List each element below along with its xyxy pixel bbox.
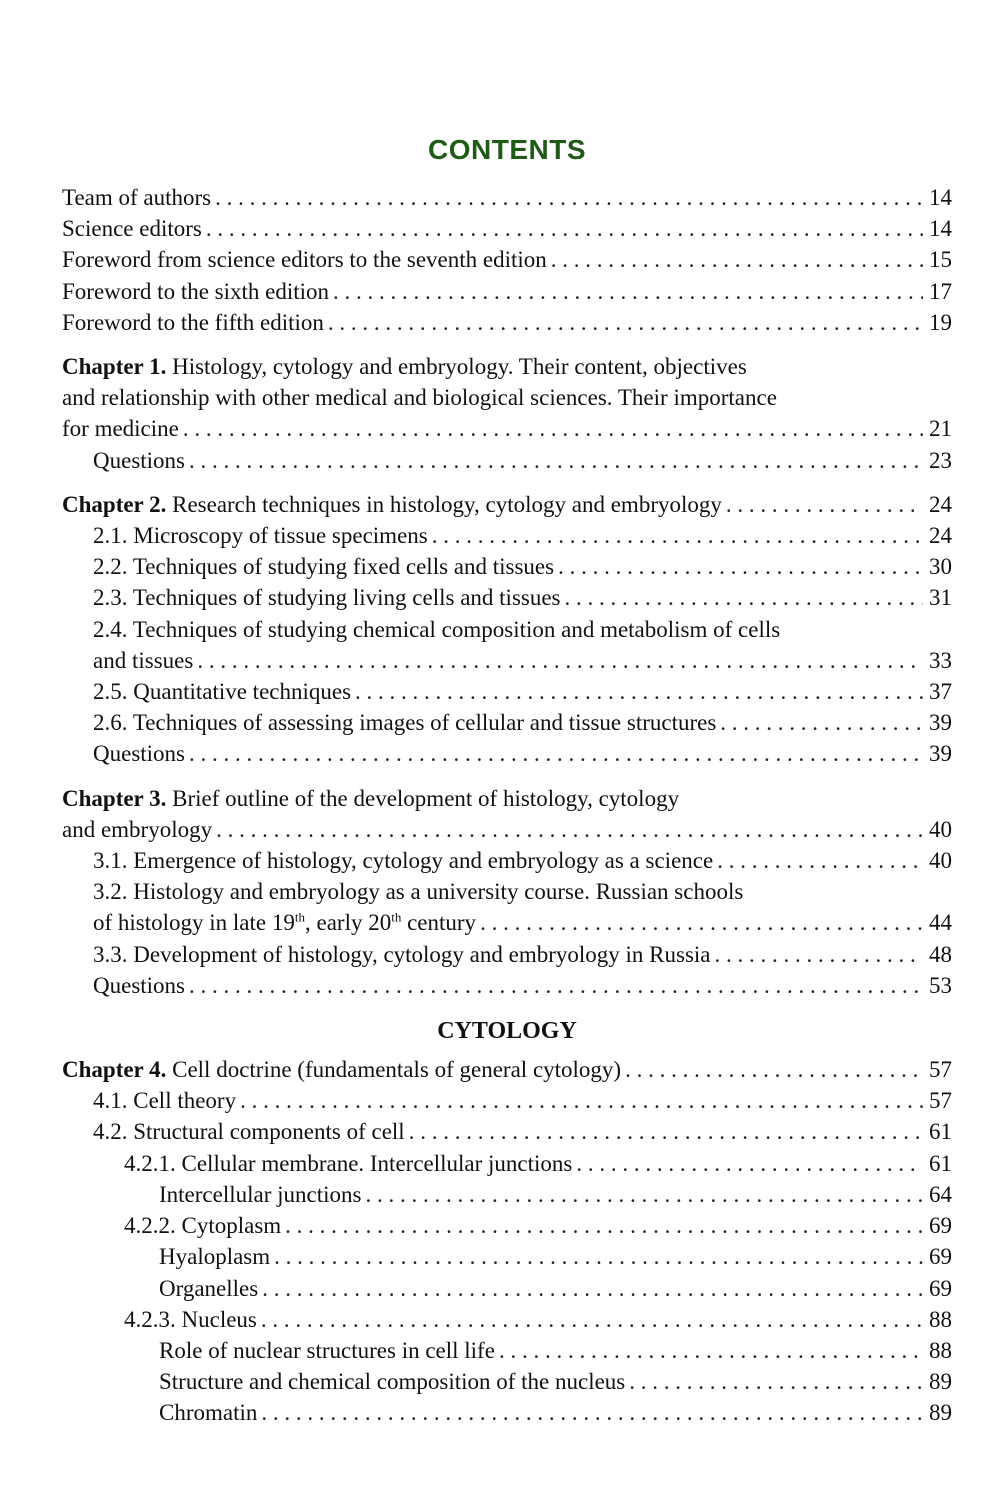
dot-leader bbox=[274, 1241, 923, 1272]
dot-leader bbox=[189, 738, 923, 769]
toc-page-number: 88 bbox=[929, 1337, 952, 1363]
toc-entry[interactable] bbox=[62, 1210, 952, 1241]
toc-label bbox=[62, 489, 722, 520]
toc-page-number: 69 bbox=[929, 1275, 952, 1301]
toc-entry[interactable] bbox=[62, 738, 952, 769]
toc-label: 4.2.1. Cellular membrane. Intercellular junctions bbox=[124, 1150, 573, 1176]
dot-leader bbox=[480, 907, 923, 938]
chapter-title-line: and relationship with other medical and biological sciences. Their importance bbox=[62, 385, 777, 411]
toc-label: Organelles bbox=[159, 1275, 259, 1301]
toc-label: Hyaloplasm bbox=[159, 1244, 271, 1270]
dot-leader bbox=[558, 551, 923, 582]
toc-entry[interactable] bbox=[62, 1179, 952, 1210]
toc-label: Foreword to the sixth edition bbox=[62, 278, 330, 304]
dot-leader bbox=[197, 645, 923, 676]
toc-page-number: 89 bbox=[929, 1369, 952, 1395]
chapter-heading[interactable] bbox=[62, 1054, 952, 1085]
chapter-heading[interactable] bbox=[62, 489, 952, 520]
dot-leader bbox=[285, 1210, 923, 1241]
toc-page-number: 17 bbox=[929, 278, 952, 304]
toc-page-number: 31 bbox=[929, 585, 952, 611]
dot-leader bbox=[726, 489, 923, 520]
toc-page-number: 69 bbox=[929, 1244, 952, 1270]
toc-page-number: 37 bbox=[929, 679, 952, 705]
toc-label: 3.1. Emergence of histology, cytology and embryology as a science bbox=[93, 848, 714, 874]
toc-page-number: 24 bbox=[929, 491, 952, 517]
toc-label: 2.6. Techniques of assessing images of cellular and tissue structures bbox=[93, 710, 717, 736]
toc-entry[interactable] bbox=[62, 1366, 952, 1397]
dot-leader bbox=[261, 1304, 923, 1335]
dot-leader bbox=[551, 244, 923, 275]
toc-label-line[interactable]: 2.4. Techniques of studying chemical composition and metabolism of cells bbox=[93, 616, 781, 642]
superscript: th bbox=[391, 909, 402, 925]
toc-label: 2.1. Microscopy of tissue specimens bbox=[93, 523, 428, 549]
dot-leader bbox=[365, 1179, 923, 1210]
toc-page-number: 39 bbox=[929, 741, 952, 767]
front-matter bbox=[62, 182, 952, 338]
toc-entry[interactable] bbox=[62, 1085, 952, 1116]
section-title: CYTOLOGY bbox=[437, 1018, 577, 1045]
chapter-title-line: Brief outline of the development of histology, cytology bbox=[172, 785, 680, 811]
chapter-title: Research techniques in histology, cytology and embryology bbox=[172, 491, 722, 517]
toc-label: for medicine bbox=[62, 416, 179, 442]
toc-label-part: , early 20 bbox=[305, 910, 392, 936]
toc-label: 4.2.3. Nucleus bbox=[124, 1306, 257, 1332]
chapter-3 bbox=[62, 783, 952, 1001]
toc-label: and tissues bbox=[93, 647, 194, 673]
dot-leader bbox=[717, 845, 923, 876]
toc-label: Foreword to the fifth edition bbox=[62, 309, 324, 335]
chapter-heading[interactable] bbox=[62, 783, 952, 814]
toc-entry[interactable] bbox=[62, 676, 952, 707]
page-title: CONTENTS bbox=[428, 134, 586, 165]
toc-page-number: 14 bbox=[929, 185, 952, 210]
toc-label: Science editors bbox=[62, 216, 202, 242]
toc-page-number: 61 bbox=[929, 1119, 952, 1145]
toc-entry[interactable] bbox=[62, 1148, 952, 1179]
toc-label: 4.1. Cell theory bbox=[93, 1088, 237, 1114]
chapter-number: Chapter 1. bbox=[62, 354, 167, 380]
dot-leader bbox=[333, 276, 923, 307]
toc-page-number: 19 bbox=[929, 309, 952, 335]
dot-leader bbox=[720, 707, 923, 738]
toc-label: Questions bbox=[93, 447, 185, 473]
toc-entry[interactable] bbox=[62, 1273, 952, 1304]
dot-leader bbox=[183, 413, 923, 444]
toc-page-number: 14 bbox=[929, 216, 952, 242]
chapter-number: Chapter 4. bbox=[62, 1057, 167, 1083]
toc-page-number: 21 bbox=[929, 416, 952, 442]
toc-entry[interactable] bbox=[62, 1116, 952, 1147]
chapter-title-line: Histology, cytology and embryology. Their content, objectives bbox=[172, 354, 747, 380]
toc-label: Questions bbox=[93, 741, 185, 767]
toc-entry[interactable] bbox=[62, 939, 952, 970]
toc-page-number: 30 bbox=[929, 554, 952, 580]
toc-page-number: 48 bbox=[929, 941, 952, 967]
toc-label: 4.2. Structural components of cell bbox=[93, 1119, 405, 1145]
toc-entry[interactable] bbox=[62, 707, 952, 738]
toc-page-number: 24 bbox=[929, 523, 952, 549]
chapter-number: Chapter 3. bbox=[62, 785, 167, 811]
toc-entry[interactable] bbox=[62, 814, 952, 845]
dot-leader bbox=[499, 1335, 923, 1366]
toc-entry[interactable] bbox=[62, 907, 952, 938]
dot-leader bbox=[629, 1366, 923, 1397]
toc-entry[interactable] bbox=[62, 551, 952, 582]
dot-leader bbox=[409, 1116, 923, 1147]
dot-leader bbox=[432, 520, 923, 551]
toc-entry[interactable] bbox=[62, 413, 952, 444]
chapter-title: Cell doctrine (fundamentals of general cytology) bbox=[172, 1057, 622, 1083]
toc-label: Intercellular junctions bbox=[159, 1181, 362, 1207]
toc-entry[interactable] bbox=[62, 645, 952, 676]
chapter-4 bbox=[62, 1054, 952, 1428]
toc-label: 3.3. Development of histology, cytology and embryology in Russia bbox=[93, 941, 711, 967]
toc-label-part: century bbox=[401, 910, 477, 936]
dot-leader bbox=[240, 1085, 923, 1116]
dot-leader bbox=[355, 676, 923, 707]
toc-page-number: 57 bbox=[929, 1088, 952, 1114]
toc-label: 2.3. Techniques of studying living cells and tissues bbox=[93, 585, 561, 611]
toc-entry[interactable] bbox=[62, 244, 952, 275]
dot-leader bbox=[715, 939, 923, 970]
toc-page-number: 23 bbox=[929, 447, 952, 473]
toc-page-number: 57 bbox=[929, 1057, 952, 1083]
toc-page-number: 40 bbox=[929, 848, 952, 874]
chapter-heading[interactable] bbox=[62, 351, 952, 382]
dot-leader bbox=[576, 1148, 923, 1179]
toc-label: Team of authors bbox=[62, 185, 212, 210]
toc-entry[interactable] bbox=[62, 845, 952, 876]
dot-leader bbox=[215, 182, 923, 213]
dot-leader bbox=[328, 307, 923, 338]
toc-label: Questions bbox=[93, 972, 185, 998]
dot-leader bbox=[216, 814, 923, 845]
toc-entry[interactable] bbox=[62, 276, 952, 307]
toc-entry[interactable] bbox=[62, 213, 952, 244]
dot-leader bbox=[261, 1397, 923, 1428]
chapter-1 bbox=[62, 351, 952, 476]
toc-label: Role of nuclear structures in cell life bbox=[159, 1337, 495, 1363]
dot-leader bbox=[625, 1054, 923, 1085]
toc-entry[interactable] bbox=[62, 307, 952, 338]
toc-label: Chromatin bbox=[159, 1400, 258, 1426]
dot-leader bbox=[206, 213, 923, 244]
toc-label: 2.2. Techniques of studying fixed cells and tissues bbox=[93, 554, 555, 580]
toc-page-number: 15 bbox=[929, 247, 952, 273]
toc-page-number: 53 bbox=[929, 972, 952, 998]
toc-page-number: 39 bbox=[929, 710, 952, 736]
chapter-number: Chapter 2. bbox=[62, 491, 167, 517]
dot-leader bbox=[565, 582, 923, 613]
toc-entry[interactable] bbox=[62, 445, 952, 476]
toc-label: Structure and chemical composition of the nucleus bbox=[159, 1369, 626, 1395]
superscript: th bbox=[294, 909, 305, 925]
toc-label-line[interactable]: 3.2. Histology and embryology as a university course. Russian schools bbox=[93, 879, 744, 905]
toc-entry[interactable] bbox=[62, 582, 952, 613]
toc-label bbox=[62, 1054, 621, 1085]
toc-page-number: 33 bbox=[929, 647, 952, 673]
dot-leader bbox=[189, 970, 923, 1001]
toc-page-number: 40 bbox=[929, 816, 952, 842]
toc-entry[interactable] bbox=[62, 182, 952, 213]
toc-label bbox=[93, 907, 476, 938]
toc-entry[interactable] bbox=[62, 520, 952, 551]
toc-label: 2.5. Quantitative techniques bbox=[93, 679, 352, 705]
toc-page-number: 69 bbox=[929, 1213, 952, 1239]
toc-page-number: 44 bbox=[929, 910, 952, 936]
toc-page-number: 88 bbox=[929, 1306, 952, 1332]
toc-page-number: 64 bbox=[929, 1181, 952, 1207]
toc-label: 4.2.2. Cytoplasm bbox=[124, 1213, 282, 1239]
toc-entry[interactable] bbox=[62, 1397, 952, 1428]
toc-entry[interactable] bbox=[62, 1335, 952, 1366]
dot-leader bbox=[262, 1273, 923, 1304]
toc-label: and embryology bbox=[62, 816, 213, 842]
toc-entry[interactable] bbox=[62, 1241, 952, 1272]
toc-entry[interactable] bbox=[62, 1304, 952, 1335]
toc-page-number: 89 bbox=[929, 1400, 952, 1426]
toc-entry[interactable] bbox=[62, 970, 952, 1001]
toc-page-number: 61 bbox=[929, 1150, 952, 1176]
toc-label: Foreword from science editors to the seventh edition bbox=[62, 247, 547, 273]
dot-leader bbox=[189, 445, 923, 476]
toc-label-part: of histology in late 19 bbox=[93, 910, 295, 936]
chapter-2 bbox=[62, 489, 952, 770]
